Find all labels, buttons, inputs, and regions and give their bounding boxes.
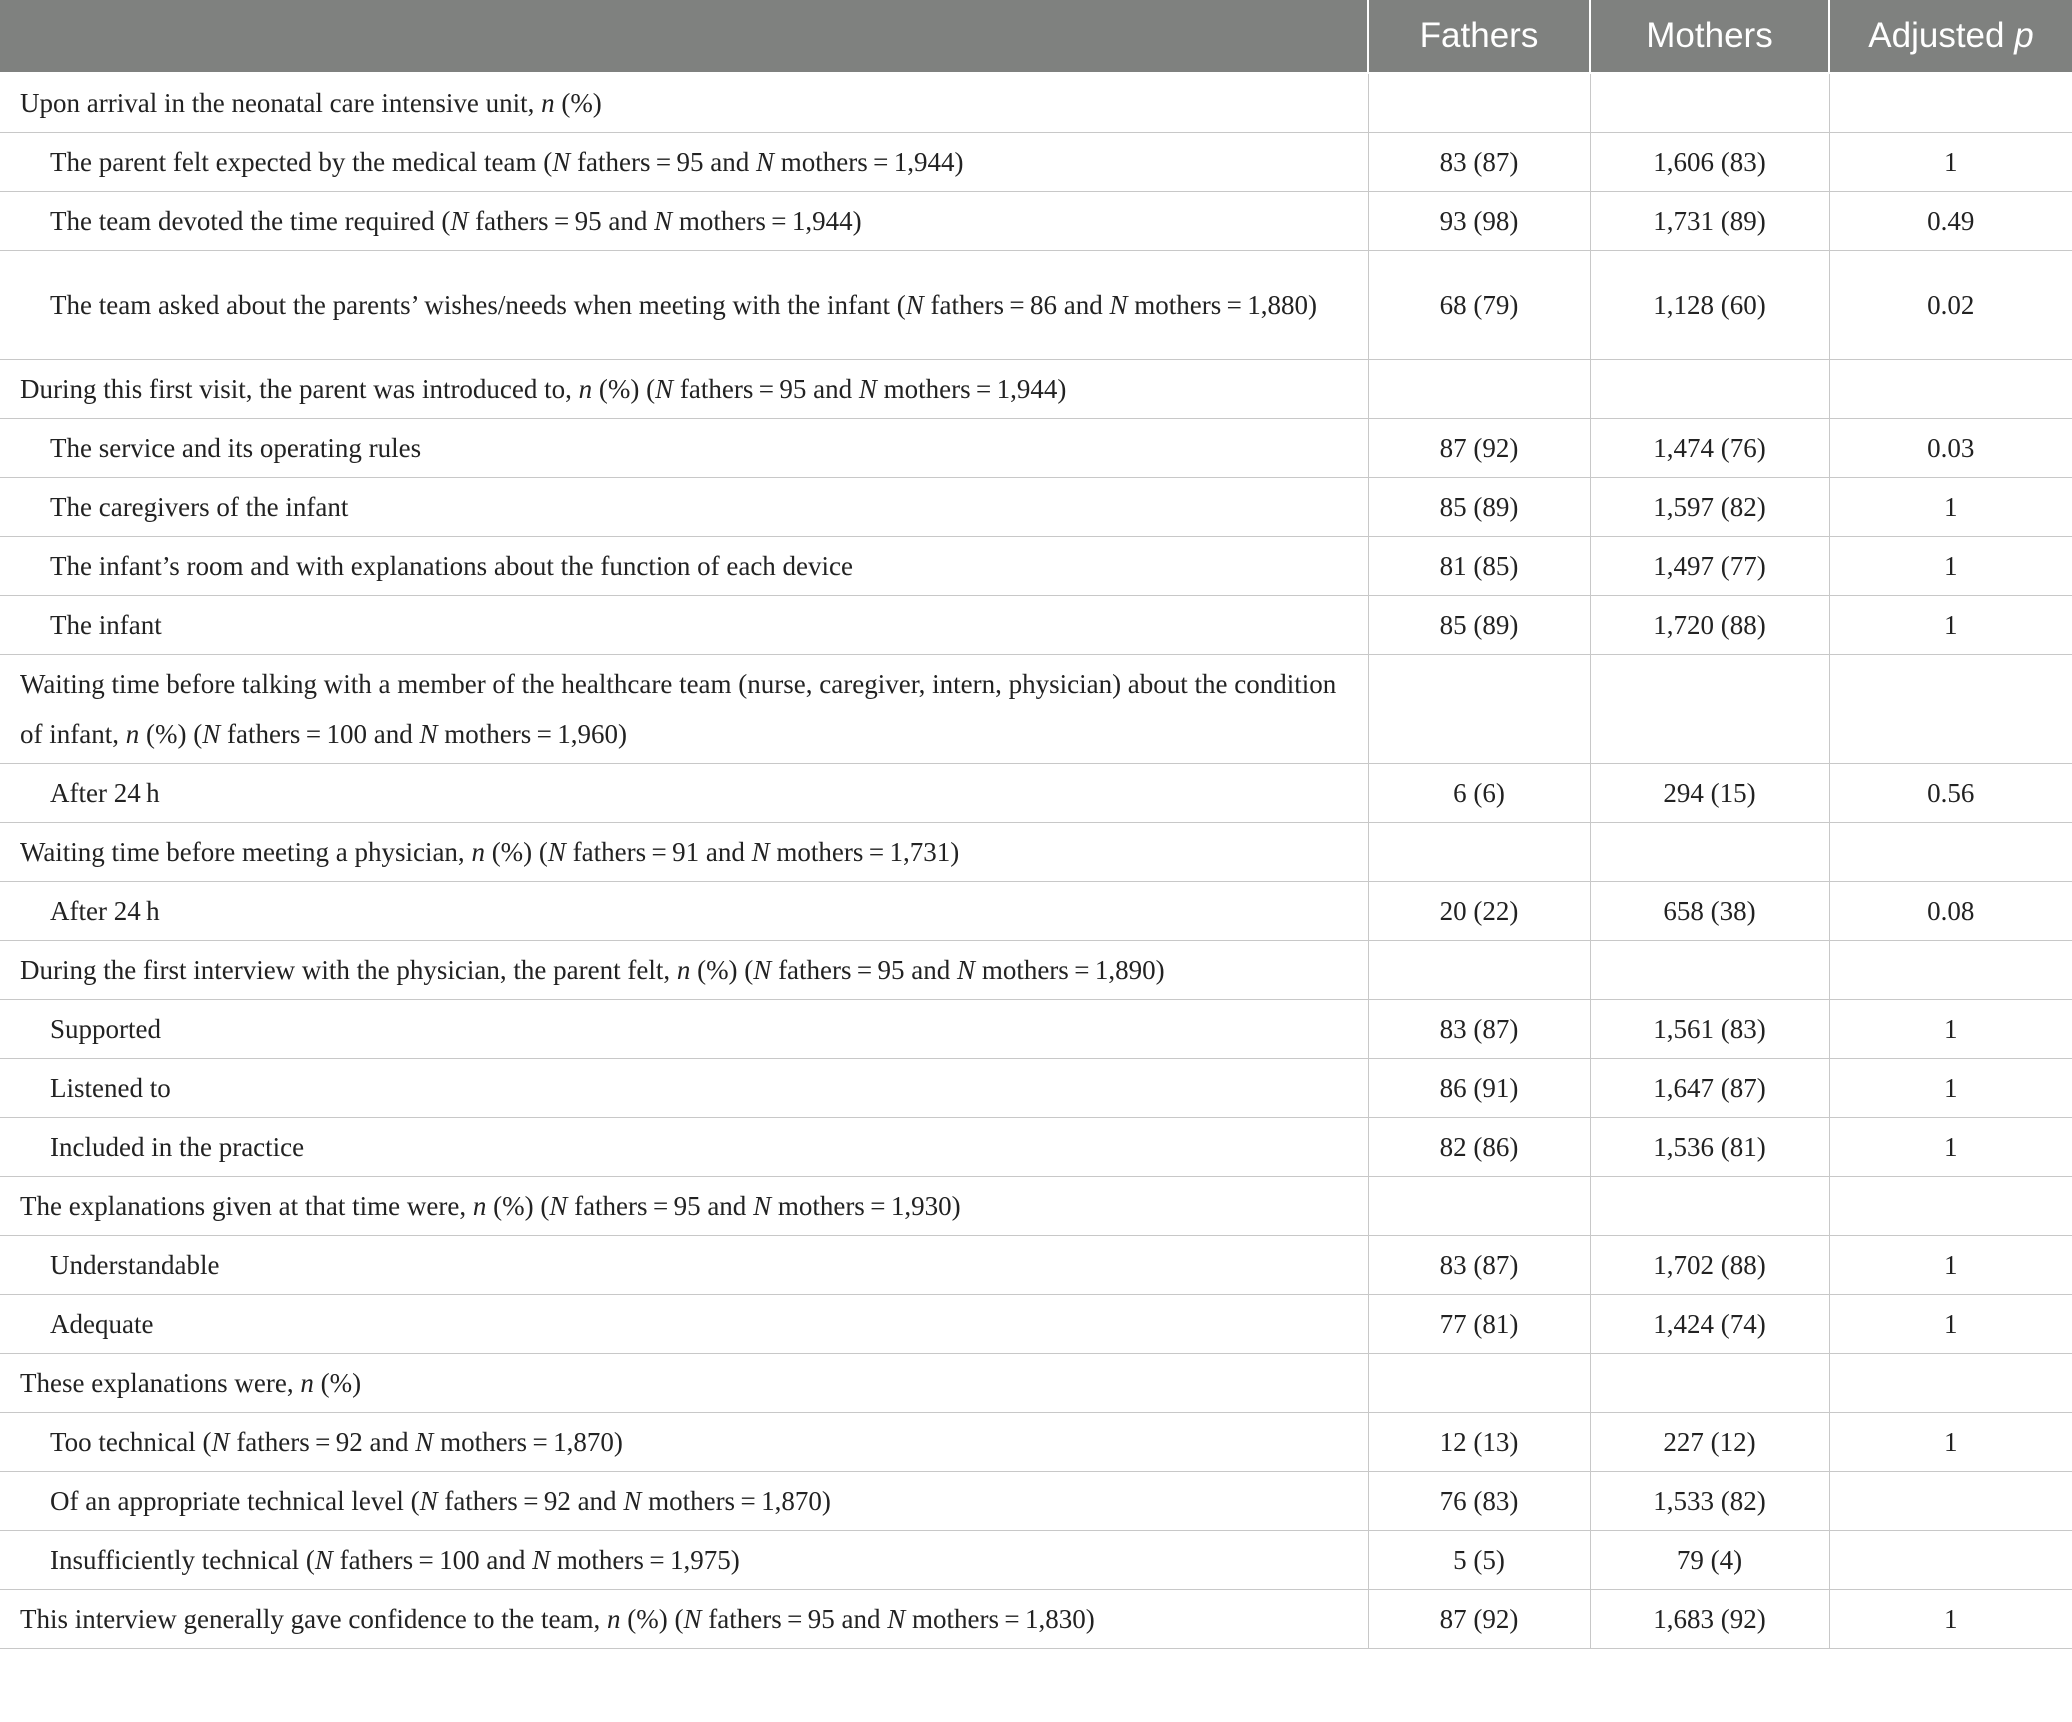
row-label: The infant bbox=[0, 596, 1368, 655]
section-row bbox=[0, 823, 2072, 882]
table-header bbox=[0, 0, 2072, 73]
mothers-value bbox=[1590, 1177, 1829, 1236]
section-row bbox=[0, 360, 2072, 419]
header-fathers: Fathers bbox=[1368, 0, 1590, 73]
mothers-value: 1,597 (82) bbox=[1590, 478, 1829, 537]
table-body bbox=[0, 73, 2072, 1649]
adjusted-p-value bbox=[1829, 360, 2072, 419]
fathers-value bbox=[1368, 73, 1590, 133]
row-label: After 24 h bbox=[0, 882, 1368, 941]
fathers-value bbox=[1368, 1177, 1590, 1236]
table-row bbox=[0, 1059, 2072, 1118]
row-label: Understandable bbox=[0, 1236, 1368, 1295]
adjusted-p-value bbox=[1829, 73, 2072, 133]
mothers-value: 658 (38) bbox=[1590, 882, 1829, 941]
fathers-value: 68 (79) bbox=[1368, 251, 1590, 360]
fathers-value bbox=[1368, 655, 1590, 764]
table-row bbox=[0, 478, 2072, 537]
adjusted-p-value: 1 bbox=[1829, 1000, 2072, 1059]
mothers-value bbox=[1590, 360, 1829, 419]
row-label: The team asked about the parents’ wishes/needs when meeting with the infant (N fathers = 86 and N mothers = 1,880) bbox=[0, 251, 1368, 360]
fathers-value bbox=[1368, 823, 1590, 882]
row-label: This interview generally gave confidence to the team, n (%) (N fathers = 95 and N mothers = 1,830) bbox=[0, 1590, 1368, 1649]
row-label: The team devoted the time required (N fathers = 95 and N mothers = 1,944) bbox=[0, 192, 1368, 251]
row-label: These explanations were, n (%) bbox=[0, 1354, 1368, 1413]
table-row bbox=[0, 133, 2072, 192]
table-row bbox=[0, 251, 2072, 360]
mothers-value: 1,474 (76) bbox=[1590, 419, 1829, 478]
fathers-value: 87 (92) bbox=[1368, 419, 1590, 478]
table-row bbox=[0, 882, 2072, 941]
row-label: The parent felt expected by the medical team (N fathers = 95 and N mothers = 1,944) bbox=[0, 133, 1368, 192]
mothers-value bbox=[1590, 73, 1829, 133]
header-adjusted-label: Adjusted bbox=[1868, 16, 2005, 55]
table-row bbox=[0, 419, 2072, 478]
section-row bbox=[0, 1354, 2072, 1413]
adjusted-p-value bbox=[1829, 1531, 2072, 1590]
adjusted-p-value: 1 bbox=[1829, 1236, 2072, 1295]
row-label: After 24 h bbox=[0, 764, 1368, 823]
fathers-value: 76 (83) bbox=[1368, 1472, 1590, 1531]
row-label: Included in the practice bbox=[0, 1118, 1368, 1177]
row-label: Too technical (N fathers = 92 and N mothers = 1,870) bbox=[0, 1413, 1368, 1472]
row-label: Supported bbox=[0, 1000, 1368, 1059]
fathers-value: 6 (6) bbox=[1368, 764, 1590, 823]
fathers-value: 20 (22) bbox=[1368, 882, 1590, 941]
mothers-value: 1,720 (88) bbox=[1590, 596, 1829, 655]
adjusted-p-value bbox=[1829, 823, 2072, 882]
row-label: The explanations given at that time were, n (%) (N fathers = 95 and N mothers = 1,930) bbox=[0, 1177, 1368, 1236]
mothers-value: 1,561 (83) bbox=[1590, 1000, 1829, 1059]
mothers-value: 1,497 (77) bbox=[1590, 537, 1829, 596]
section-row bbox=[0, 73, 2072, 133]
row-label: Listened to bbox=[0, 1059, 1368, 1118]
table-row bbox=[0, 1531, 2072, 1590]
row-label: The caregivers of the infant bbox=[0, 478, 1368, 537]
row-label: Insufficiently technical (N fathers = 100 and N mothers = 1,975) bbox=[0, 1531, 1368, 1590]
row-label: Adequate bbox=[0, 1295, 1368, 1354]
fathers-value: 83 (87) bbox=[1368, 1000, 1590, 1059]
adjusted-p-value bbox=[1829, 1472, 2072, 1531]
fathers-value: 5 (5) bbox=[1368, 1531, 1590, 1590]
mothers-value: 1,533 (82) bbox=[1590, 1472, 1829, 1531]
fathers-value bbox=[1368, 941, 1590, 1000]
table-row bbox=[0, 764, 2072, 823]
adjusted-p-value: 1 bbox=[1829, 596, 2072, 655]
header-adjusted-p bbox=[1829, 0, 2072, 73]
fathers-value bbox=[1368, 1354, 1590, 1413]
table-row bbox=[0, 1118, 2072, 1177]
row-label: During the first interview with the physician, the parent felt, n (%) (N fathers = 95 and N mothers = 1,890) bbox=[0, 941, 1368, 1000]
mothers-value: 1,647 (87) bbox=[1590, 1059, 1829, 1118]
fathers-value: 83 (87) bbox=[1368, 133, 1590, 192]
section-row bbox=[0, 941, 2072, 1000]
mothers-value: 1,683 (92) bbox=[1590, 1590, 1829, 1649]
fathers-value: 86 (91) bbox=[1368, 1059, 1590, 1118]
fathers-value: 85 (89) bbox=[1368, 596, 1590, 655]
mothers-value: 1,128 (60) bbox=[1590, 251, 1829, 360]
header-row bbox=[0, 0, 2072, 73]
section-row bbox=[0, 1177, 2072, 1236]
table-row bbox=[0, 1413, 2072, 1472]
row-label: Upon arrival in the neonatal care intensive unit, n (%) bbox=[0, 73, 1368, 133]
adjusted-p-value: 1 bbox=[1829, 537, 2072, 596]
mothers-value: 1,424 (74) bbox=[1590, 1295, 1829, 1354]
adjusted-p-value: 1 bbox=[1829, 1590, 2072, 1649]
fathers-value: 77 (81) bbox=[1368, 1295, 1590, 1354]
adjusted-p-value: 1 bbox=[1829, 133, 2072, 192]
adjusted-p-value: 1 bbox=[1829, 1295, 2072, 1354]
mothers-value: 294 (15) bbox=[1590, 764, 1829, 823]
table-row bbox=[0, 1295, 2072, 1354]
mothers-value: 1,702 (88) bbox=[1590, 1236, 1829, 1295]
adjusted-p-value: 0.49 bbox=[1829, 192, 2072, 251]
adjusted-p-value: 0.02 bbox=[1829, 251, 2072, 360]
mothers-value bbox=[1590, 823, 1829, 882]
row-label: The service and its operating rules bbox=[0, 419, 1368, 478]
mothers-value: 79 (4) bbox=[1590, 1531, 1829, 1590]
row-label: During this first visit, the parent was introduced to, n (%) (N fathers = 95 and N mothers = 1,944) bbox=[0, 360, 1368, 419]
row-label: The infant’s room and with explanations about the function of each device bbox=[0, 537, 1368, 596]
fathers-value bbox=[1368, 360, 1590, 419]
adjusted-p-value bbox=[1829, 941, 2072, 1000]
mothers-value: 1,536 (81) bbox=[1590, 1118, 1829, 1177]
adjusted-p-value: 0.03 bbox=[1829, 419, 2072, 478]
fathers-value: 87 (92) bbox=[1368, 1590, 1590, 1649]
adjusted-p-value: 0.56 bbox=[1829, 764, 2072, 823]
mothers-value: 1,606 (83) bbox=[1590, 133, 1829, 192]
fathers-value: 83 (87) bbox=[1368, 1236, 1590, 1295]
adjusted-p-value: 1 bbox=[1829, 1059, 2072, 1118]
row-label: Waiting time before talking with a member of the healthcare team (nurse, caregiver, intern, physician) about the condition of infant, n (%) (N fathers = 100 and N mothers = 1,960) bbox=[0, 655, 1368, 764]
fathers-value: 82 (86) bbox=[1368, 1118, 1590, 1177]
adjusted-p-value: 1 bbox=[1829, 1118, 2072, 1177]
mothers-value bbox=[1590, 655, 1829, 764]
adjusted-p-value: 0.08 bbox=[1829, 882, 2072, 941]
adjusted-p-value: 1 bbox=[1829, 478, 2072, 537]
adjusted-p-value: 1 bbox=[1829, 1413, 2072, 1472]
section-row bbox=[0, 655, 2072, 764]
header-blank bbox=[0, 0, 1368, 73]
mothers-value: 227 (12) bbox=[1590, 1413, 1829, 1472]
table-row bbox=[0, 1236, 2072, 1295]
row-label: Waiting time before meeting a physician, n (%) (N fathers = 91 and N mothers = 1,731) bbox=[0, 823, 1368, 882]
table-row bbox=[0, 192, 2072, 251]
fathers-value: 12 (13) bbox=[1368, 1413, 1590, 1472]
header-p-symbol: p bbox=[2014, 16, 2034, 55]
header-mothers: Mothers bbox=[1590, 0, 1829, 73]
section-row bbox=[0, 1590, 2072, 1649]
fathers-value: 81 (85) bbox=[1368, 537, 1590, 596]
mothers-value bbox=[1590, 1354, 1829, 1413]
table-row bbox=[0, 537, 2072, 596]
adjusted-p-value bbox=[1829, 1354, 2072, 1413]
table-row bbox=[0, 596, 2072, 655]
adjusted-p-value bbox=[1829, 655, 2072, 764]
mothers-value: 1,731 (89) bbox=[1590, 192, 1829, 251]
fathers-value: 93 (98) bbox=[1368, 192, 1590, 251]
row-label: Of an appropriate technical level (N fathers = 92 and N mothers = 1,870) bbox=[0, 1472, 1368, 1531]
table-row bbox=[0, 1000, 2072, 1059]
fathers-value: 85 (89) bbox=[1368, 478, 1590, 537]
table-row bbox=[0, 1472, 2072, 1531]
adjusted-p-value bbox=[1829, 1177, 2072, 1236]
mothers-value bbox=[1590, 941, 1829, 1000]
